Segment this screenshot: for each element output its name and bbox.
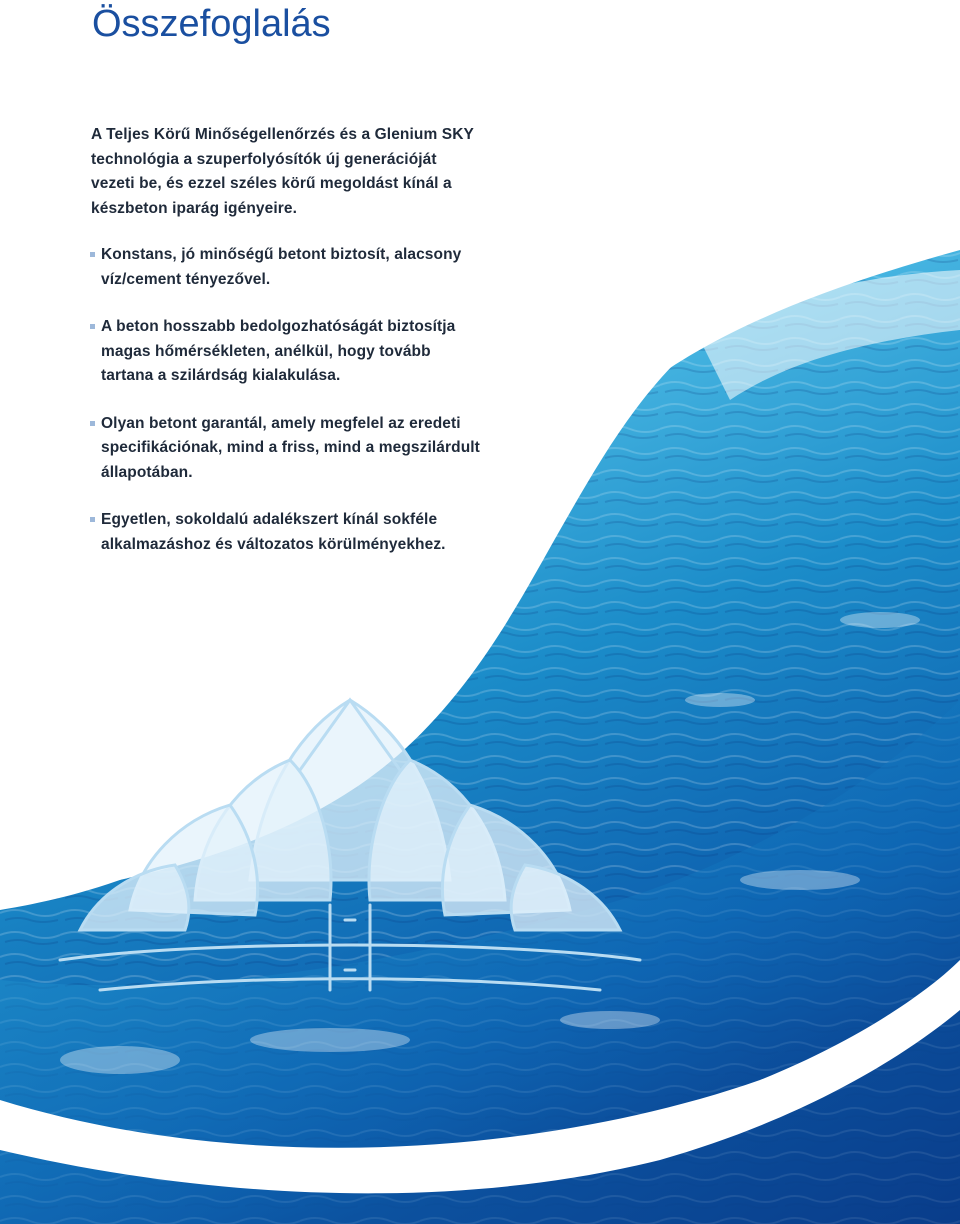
benefit-list — [91, 243, 481, 557]
list-item-text: Egyetlen, sokoldalú adalékszert kínál sokféle alkalmazáshoz és változatos körülményekhez. — [101, 511, 446, 553]
square-bullet-icon — [90, 421, 95, 426]
square-bullet-icon — [90, 324, 95, 329]
list-item-text: A beton hosszabb bedolgozhatóságát biztosítja magas hőmérsékleten, anélkül, hogy tovább tartana a szilárdság kialakulása. — [101, 318, 456, 384]
page-title: Összefoglalás — [92, 3, 331, 45]
list-item — [91, 508, 481, 557]
intro-paragraph: A Teljes Körű Minőségellenőrzés és a Glenium SKY technológia a szuperfolyósítók új generációját vezeti be, és ezzel széles körű megoldást kínál a készbeton iparág igényeire. — [91, 126, 474, 217]
square-bullet-icon — [90, 252, 95, 257]
list-item — [91, 243, 481, 292]
list-item — [91, 315, 481, 389]
list-item-text: Olyan betont garantál, amely megfelel az eredeti specifikációnak, mind a friss, mind a megszilárdult állapotában. — [101, 414, 480, 481]
square-bullet-icon — [90, 517, 95, 522]
list-item-text: Konstans, jó minőségű betont biztosít, alacsony víz/cement tényezővel. — [101, 246, 462, 288]
list-item — [91, 412, 481, 486]
summary-content — [91, 123, 481, 580]
